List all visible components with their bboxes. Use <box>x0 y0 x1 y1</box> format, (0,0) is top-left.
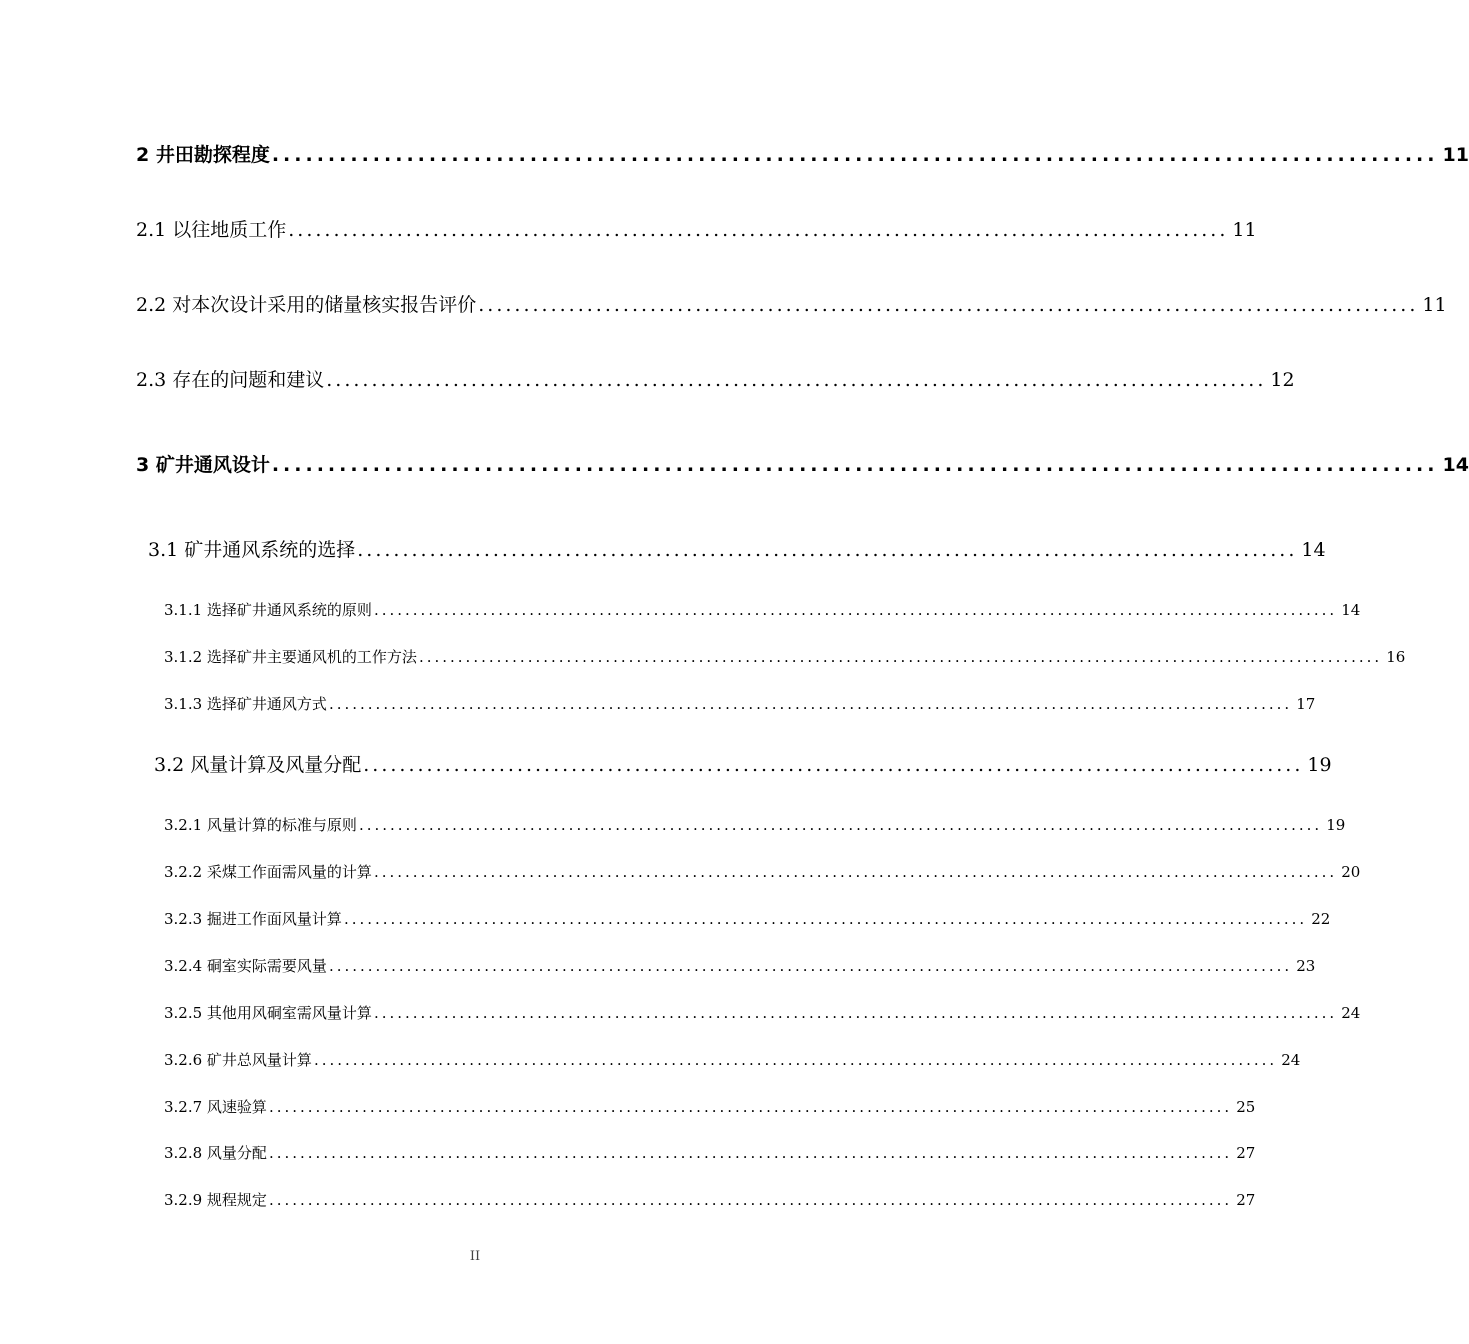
toc-entry-subsection-3-1-1[interactable] <box>164 599 1361 620</box>
dot-leader: ............................................................................................................................ <box>328 695 1293 713</box>
toc-entry-section-3-2[interactable] <box>154 750 1332 777</box>
toc-entry-subsection-3-2-8[interactable] <box>164 1142 1256 1163</box>
toc-entry-page: 12 <box>1270 369 1295 391</box>
toc-entry-label: 3.2.2 采煤工作面需风量的计算 <box>164 863 372 881</box>
toc-entry-chapter-2[interactable] <box>136 140 1469 167</box>
toc-entry-label: 3.1 矿井通风系统的选择 <box>148 539 356 561</box>
toc-entry-label: 2.1 以往地质工作 <box>136 219 287 241</box>
dot-leader: ............................................................................................................................ <box>328 957 1293 975</box>
toc-entry-page: 22 <box>1311 910 1331 928</box>
toc-entry-page: 14 <box>1301 539 1326 561</box>
toc-entry-label: 3.2.7 风速验算 <box>164 1098 267 1116</box>
dot-leader: ............................................................................................................................ <box>268 1191 1233 1209</box>
toc-entry-subsection-3-1-2[interactable] <box>164 646 1406 667</box>
toc-entry-subsection-3-2-2[interactable] <box>164 861 1361 882</box>
dot-leader: ........................................................................................................ <box>478 294 1419 316</box>
toc-entry-label: 3 矿井通风设计 <box>136 454 270 476</box>
toc-entry-subsection-3-2-6[interactable] <box>164 1049 1301 1070</box>
toc-entry-page: 20 <box>1341 863 1361 881</box>
toc-entry-page: 24 <box>1281 1051 1301 1069</box>
dot-leader: ........................................................................................................ <box>271 144 1439 166</box>
dot-leader: ............................................................................................................................ <box>358 816 1323 834</box>
dot-leader: ............................................................................................................................ <box>373 601 1338 619</box>
toc-entry-subsection-3-2-1[interactable] <box>164 814 1346 835</box>
toc-entry-page: 19 <box>1307 754 1332 776</box>
toc-entry-page: 24 <box>1341 1004 1361 1022</box>
toc-entry-page: 14 <box>1442 454 1469 476</box>
page-number: II <box>469 1249 481 1264</box>
toc-entry-section-3-1[interactable] <box>148 535 1326 562</box>
toc-entry-page: 11 <box>1232 219 1257 241</box>
toc-entry-label: 2.2 对本次设计采用的储量核实报告评价 <box>136 294 477 316</box>
toc-entry-label: 3.2.8 风量分配 <box>164 1144 267 1162</box>
dot-leader: ............................................................................................................................ <box>373 1004 1338 1022</box>
toc-entry-label: 3.2.3 掘进工作面风量计算 <box>164 910 342 928</box>
toc-entry-page: 27 <box>1236 1191 1256 1209</box>
toc-entry-label: 3.1.2 选择矿井主要通风机的工作方法 <box>164 648 417 666</box>
toc-entry-label: 2 井田勘探程度 <box>136 144 270 166</box>
toc-entry-subsection-3-2-4[interactable] <box>164 955 1316 976</box>
toc-entry-subsection-3-2-5[interactable] <box>164 1002 1361 1023</box>
dot-leader: ............................................................................................................................ <box>268 1144 1233 1162</box>
toc-entry-page: 25 <box>1236 1098 1256 1116</box>
toc-entry-label: 3.2.6 矿井总风量计算 <box>164 1051 312 1069</box>
toc-entry-subsection-3-2-9[interactable] <box>164 1189 1256 1210</box>
toc-entry-label: 3.1.3 选择矿井通风方式 <box>164 695 327 713</box>
dot-leader: ............................................................................................................................ <box>268 1098 1233 1116</box>
toc-entry-page: 14 <box>1341 601 1361 619</box>
toc-entry-label: 3.2.4 硐室实际需要风量 <box>164 957 327 975</box>
toc-entry-page: 23 <box>1296 957 1316 975</box>
dot-leader: ........................................................................................................ <box>326 369 1267 391</box>
toc-entry-label: 2.3 存在的问题和建议 <box>136 369 325 391</box>
toc-entry-page: 27 <box>1236 1144 1256 1162</box>
toc-entry-page: 11 <box>1422 294 1447 316</box>
toc-entry-subsection-3-1-3[interactable] <box>164 693 1316 714</box>
toc-entry-page: 11 <box>1442 144 1469 166</box>
toc-entry-subsection-3-2-7[interactable] <box>164 1096 1256 1117</box>
dot-leader: ........................................................................................................ <box>288 219 1229 241</box>
toc-entry-page: 19 <box>1326 816 1346 834</box>
dot-leader: ............................................................................................................................ <box>373 863 1338 881</box>
toc-entry-label: 3.2.9 规程规定 <box>164 1191 267 1209</box>
toc-entry-page: 17 <box>1296 695 1316 713</box>
toc-entry-label: 3.2.5 其他用风硐室需风量计算 <box>164 1004 372 1022</box>
dot-leader: ........................................................................................................ <box>363 754 1304 776</box>
toc-entry-label: 3.2.1 风量计算的标准与原则 <box>164 816 357 834</box>
toc-entry-section-2-1[interactable] <box>136 215 1257 242</box>
toc-entry-page: 16 <box>1386 648 1406 666</box>
dot-leader: ............................................................................................................................ <box>343 910 1308 928</box>
dot-leader: ............................................................................................................................ <box>418 648 1383 666</box>
toc-entry-section-2-3[interactable] <box>136 365 1295 392</box>
toc-entry-section-2-2[interactable] <box>136 290 1447 317</box>
dot-leader: ........................................................................................................ <box>271 454 1439 476</box>
dot-leader: ........................................................................................................ <box>357 539 1298 561</box>
toc-entry-label: 3.1.1 选择矿井通风系统的原则 <box>164 601 372 619</box>
dot-leader: ............................................................................................................................ <box>313 1051 1278 1069</box>
toc-entry-chapter-3[interactable] <box>136 450 1469 477</box>
toc-entry-subsection-3-2-3[interactable] <box>164 908 1331 929</box>
toc-entry-label: 3.2 风量计算及风量分配 <box>154 754 362 776</box>
